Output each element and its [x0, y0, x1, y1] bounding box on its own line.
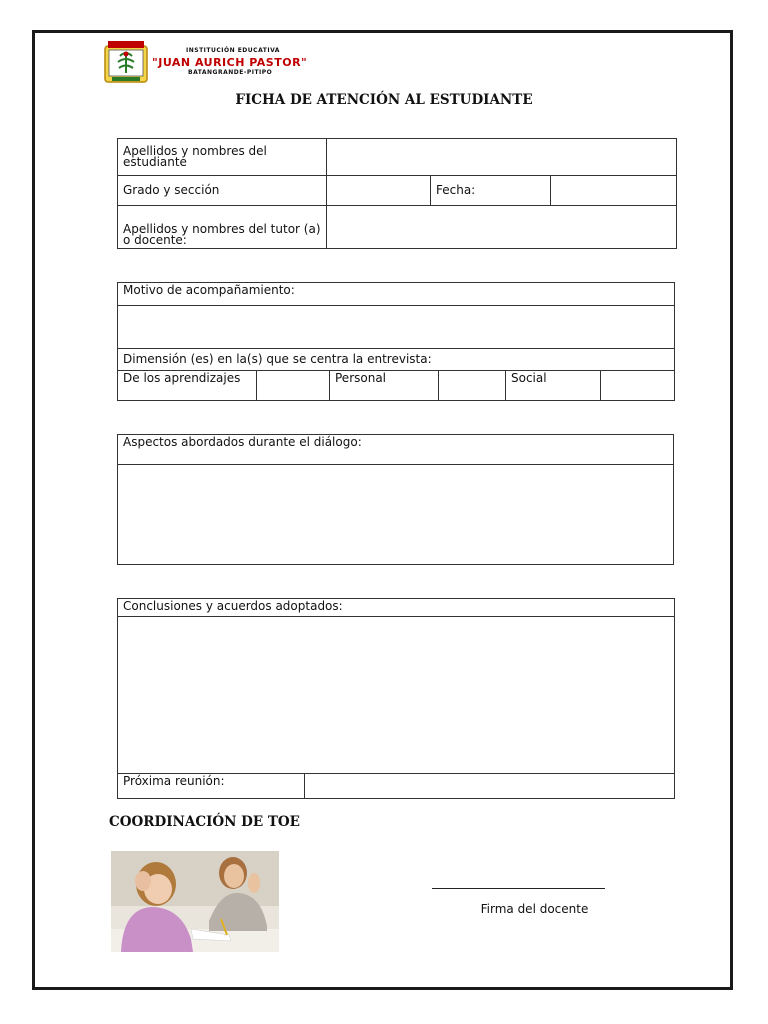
- signature-label: Firma del docente: [480, 902, 589, 916]
- dimension-personal-field[interactable]: [439, 371, 506, 401]
- student-name-label: Apellidos y nombres del estudiante: [118, 139, 327, 176]
- student-teacher-photo: [111, 851, 279, 952]
- tutor-field[interactable]: [327, 206, 677, 249]
- institution-location: BATANGRANDE-PITIPO: [188, 69, 273, 76]
- conclusions-table: [117, 598, 675, 799]
- student-name-field[interactable]: [327, 139, 677, 176]
- grade-field[interactable]: [327, 176, 431, 206]
- institution-name: "JUAN AURICH PASTOR": [152, 56, 308, 69]
- school-crest-icon: [104, 40, 148, 84]
- conclusions-field[interactable]: [118, 617, 675, 774]
- dimension-learning-label: De los aprendizajes: [118, 371, 257, 401]
- tutor-label: Apellidos y nombres del tutor (a) o docente:: [118, 206, 327, 249]
- signature-line: [432, 888, 605, 889]
- date-field[interactable]: [551, 176, 677, 206]
- dimension-label: Dimensión (es) en la(s) que se centra la entrevista:: [118, 349, 675, 371]
- reason-table: [117, 282, 675, 401]
- dimension-learning-field[interactable]: [257, 371, 330, 401]
- reason-field[interactable]: [118, 306, 675, 349]
- dimension-social-field[interactable]: [601, 371, 675, 401]
- next-meeting-label: Próxima reunión:: [118, 774, 305, 799]
- student-info-table: [117, 138, 677, 249]
- dimension-social-label: Social: [506, 371, 601, 401]
- aspects-label: Aspectos abordados durante el diálogo:: [118, 435, 674, 465]
- aspects-field[interactable]: [118, 465, 674, 565]
- grade-label: Grado y sección: [118, 176, 327, 206]
- next-meeting-field[interactable]: [305, 774, 675, 799]
- dimension-personal-label: Personal: [330, 371, 439, 401]
- aspects-table: [117, 434, 674, 565]
- date-label: Fecha:: [431, 176, 551, 206]
- institution-type: INSTITUCIÓN EDUCATIVA: [186, 47, 280, 54]
- coordination-title: COORDINACIÓN DE TOE: [109, 814, 300, 830]
- reason-label: Motivo de acompañamiento:: [118, 283, 675, 306]
- document-title: FICHA DE ATENCIÓN AL ESTUDIANTE: [235, 92, 533, 108]
- conclusions-label: Conclusiones y acuerdos adoptados:: [118, 599, 675, 617]
